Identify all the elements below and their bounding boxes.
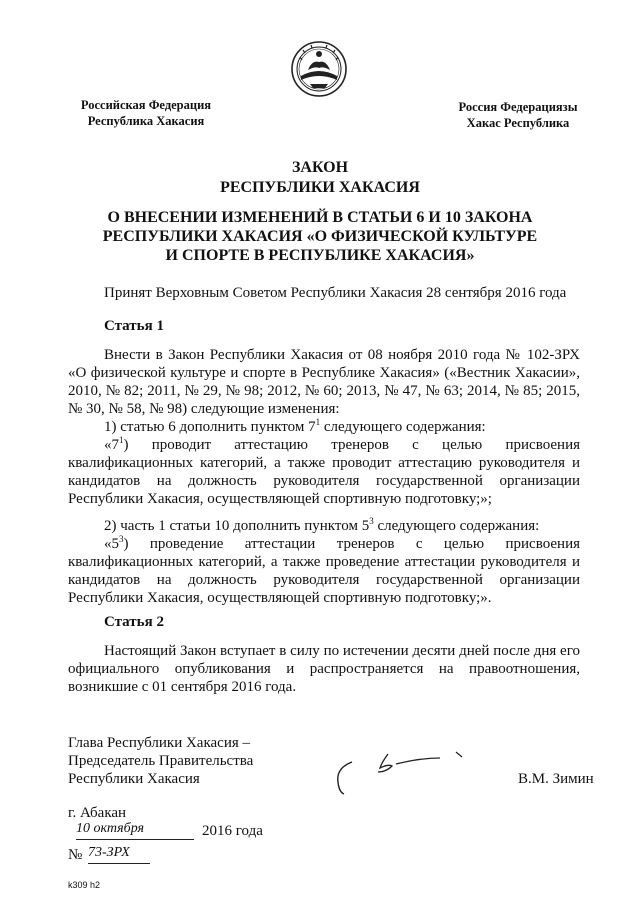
number-handwritten: 73-ЗРХ [88,844,150,864]
article-1-quote-2: «$5^3$) проведение аттестации тренеров с целью присвоения квалификационных категорий, а также проведение аттестации руководителя и кандидатов на должность руководителя государственной организации Республики Хакасия, осуществляющей спортивную подготовку;». [68,534,580,606]
article-1-item-2: 2) часть 1 статьи 10 дополнить пунктом $5^3$ следующего содержания: [104,516,540,534]
law-title: ЗАКОН [291,159,349,176]
law-subtitle-2: РЕСПУБЛИКИ ХАКАСИЯ «О ФИЗИЧЕСКОЙ КУЛЬТУРЕ [102,228,538,245]
article-1-intro: Внести в Закон Республики Хакасия от 08 ноября 2010 года № 102-ЗРХ «О физической культуре и спорте в Республике Хакасия» («Вестник Хакасии», 2010, № 82; 2011, № 29, № 98; 2012, № 60; 2013, № 47, № 63; 2014, № 85; 2015, № 30, № 58, № 98) следующие изменения: [68,347,580,417]
header-left-country: Российская Федерация [80,98,212,112]
signatory-name: В.М. Зимин [518,771,594,787]
number-line [68,846,168,866]
signatory-title-line-3: Республики Хакасия [68,771,200,787]
document-code: k309 h2 [68,880,101,890]
article-2-text: Настоящий Закон вступает в силу по истечении десяти дней после дня его официального опубликования и распространяется на правоотношения, возникшие с 01 сентября 2016 года. [68,643,580,695]
article-1-item-1: 1) статью 6 дополнить пунктом $7^1$ следующего содержания: [104,417,486,435]
header-left-republic: Республика Хакасия [87,114,205,128]
law-subtitle-3: И СПОРТЕ В РЕСПУБЛИКЕ ХАКАСИЯ» [165,247,475,264]
article-2-heading: Статья 2 [104,614,164,630]
date-year: 2016 года [202,823,263,839]
emblem-seal-icon [290,40,348,98]
signatory-title-line-2: Председатель Правительства [68,753,254,769]
law-subtitle-1: О ВНЕСЕНИИ ИЗМЕНЕНИЙ В СТАТЬИ 6 И 10 ЗАКОНА [107,209,533,226]
law-title-republic: РЕСПУБЛИКИ ХАКАСИЯ [220,179,420,196]
article-1-quote-1: «$7^1$) проводит аттестацию тренеров с целью присвоения квалификационных категорий, а также проводит аттестацию руководителя и кандидатов на должность руководителя государственной организации Республики Хакасия, осуществляющей спортивную подготовку;»; [68,435,580,507]
adopted-line: Принят Верховным Советом Республики Хакасия 28 сентября 2016 года [104,285,567,301]
header-right-country: Россия Федерациязы [458,100,578,114]
date-handwritten: 10 октября [76,820,194,840]
header-left [66,97,226,129]
header-right [448,99,588,131]
date-line [68,822,278,842]
place: г. Абакан [68,805,127,821]
article-1-heading: Статья 1 [104,318,164,334]
signatory-title [68,734,308,788]
signatory-title-line-1: Глава Республики Хакасия – [68,735,251,751]
number-label: № [68,847,83,863]
header-right-republic: Хакас Республика [466,116,570,130]
handwritten-signature-icon [330,748,480,798]
